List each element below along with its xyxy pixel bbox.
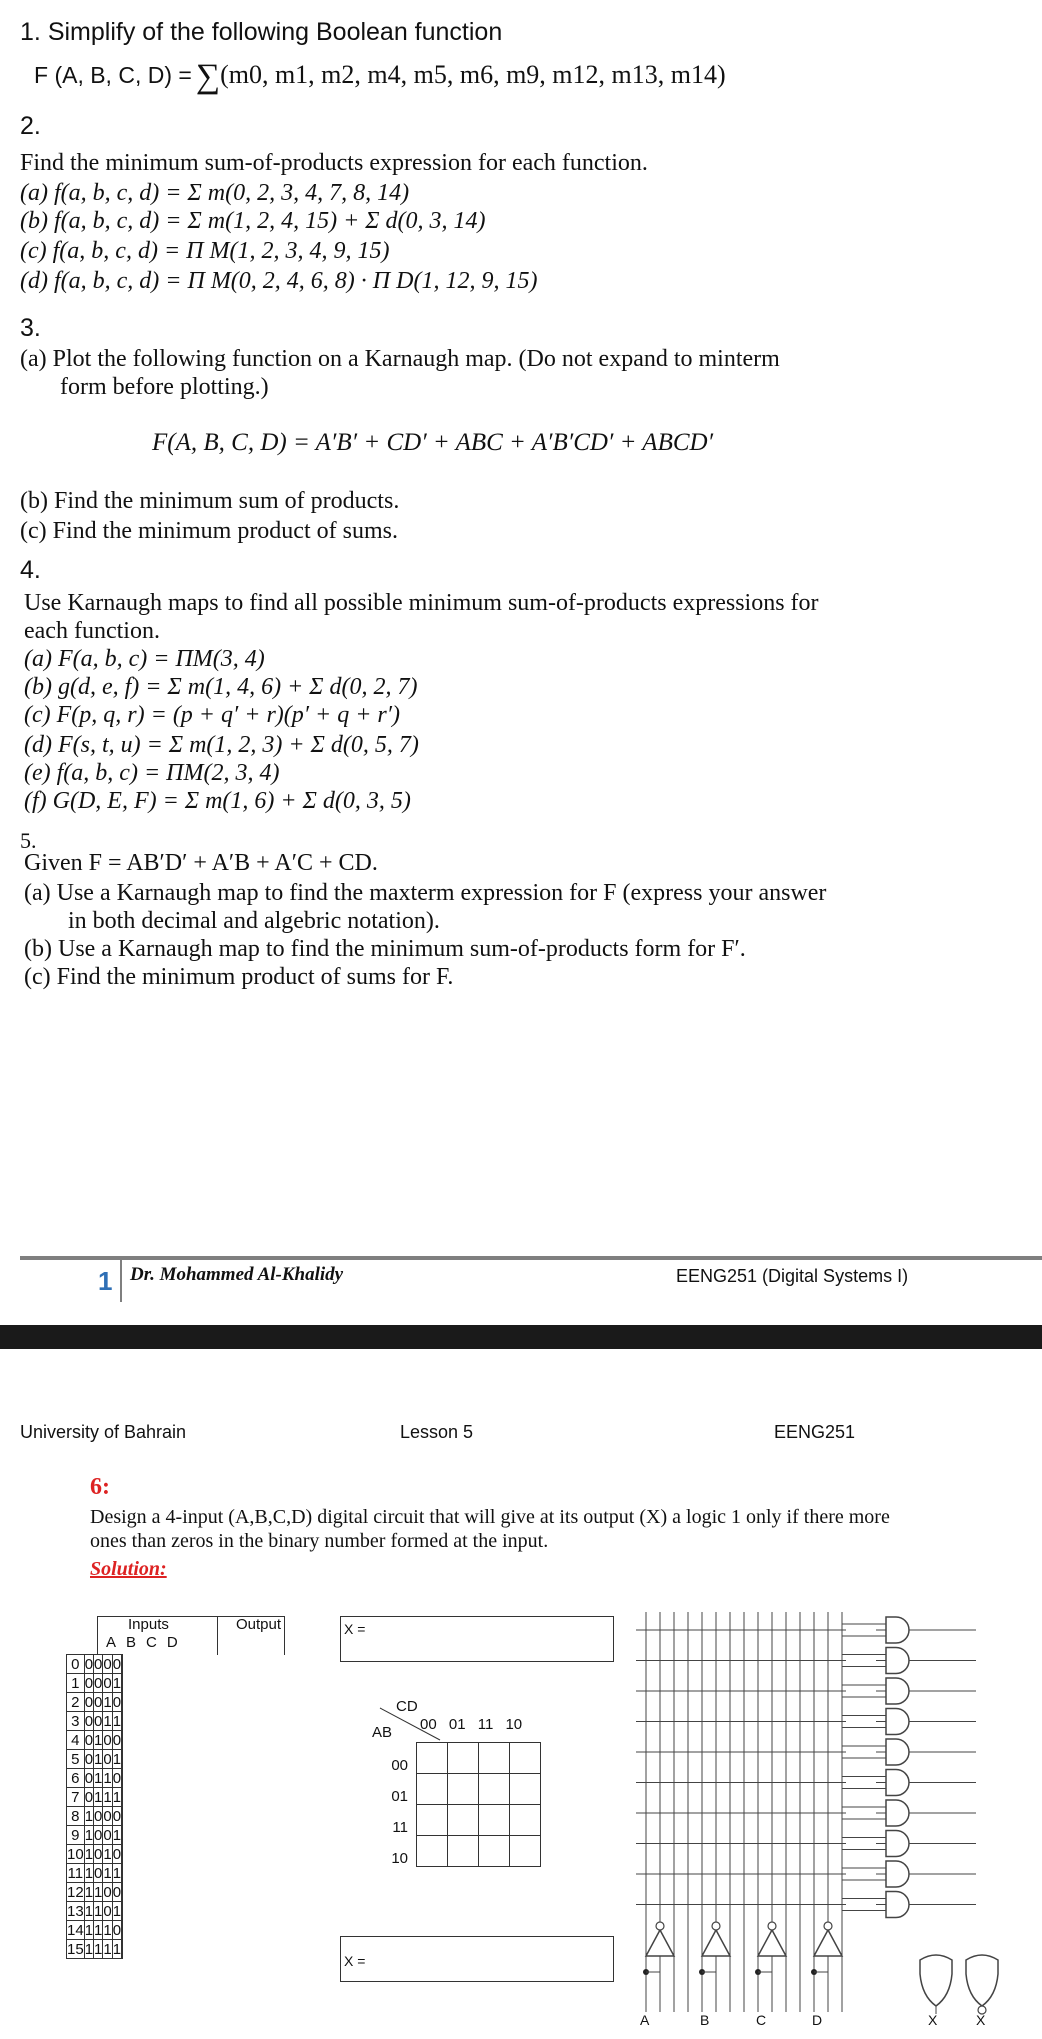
not-gate-bubble [656, 1922, 664, 1930]
input-cell: 0 [84, 1750, 94, 1768]
q6-text-line2: ones than zeros in the binary number formed at the input. [90, 1530, 549, 1552]
kmap-cell[interactable] [448, 1774, 479, 1805]
output-cell[interactable] [122, 1788, 123, 1807]
input-cell: 1 [112, 1712, 122, 1730]
input-cell: 1 [94, 1940, 103, 1958]
input-cell: 1 [94, 1788, 103, 1806]
kmap-cell[interactable] [417, 1743, 448, 1774]
and-gate-symbol [886, 1770, 909, 1796]
header-university: University of Bahrain [20, 1422, 187, 1442]
output-cell[interactable] [122, 1883, 123, 1902]
circuit-output-x1: X [928, 2012, 938, 2028]
q4-item-a: (a) F(a, b, c) = ΠM(3, 4) [24, 646, 265, 672]
input-cell: 0 [112, 1883, 122, 1901]
kmap-cell[interactable] [417, 1805, 448, 1836]
row-index: 10 [67, 1845, 84, 1863]
circuit-input-d: D [812, 2012, 823, 2028]
output-cell[interactable] [122, 1693, 123, 1712]
row-index: 4 [67, 1731, 85, 1750]
kmap-cell[interactable] [510, 1774, 541, 1805]
kmap-row-label: 01 [391, 1788, 408, 1805]
footer-rule [20, 1256, 1042, 1260]
input-cell: 1 [112, 1788, 122, 1806]
input-cell: 1 [84, 1883, 94, 1901]
and-gate-symbol [886, 1678, 909, 1704]
kmap-row-label: 11 [392, 1819, 408, 1836]
kmap-cell[interactable] [479, 1836, 510, 1867]
q5-part-b: (b) Use a Karnaugh map to find the minimum sum-of-products form for F′. [24, 936, 746, 962]
row-index: 11 [67, 1864, 84, 1882]
input-cell: 1 [103, 1788, 112, 1806]
input-cell: 1 [84, 1921, 94, 1939]
q6-solution-label: Solution: [90, 1558, 167, 1580]
q5-given: Given F = AB′D′ + A′B + A′C + CD. [24, 850, 378, 876]
q4-item-e: (e) f(a, b, c) = ΠM(2, 3, 4) [24, 760, 280, 786]
input-cell: 1 [103, 1693, 112, 1711]
q4-title-line1: Use Karnaugh maps to find all possible minimum sum-of-products expressions for [24, 590, 819, 616]
not-gate-symbol [646, 1930, 674, 1956]
q2-item-b: (b) f(a, b, c, d) = Σ m(1, 2, 4, 15) + Σ d(0, 3, 14) [20, 208, 486, 234]
row-index: 14 [67, 1921, 84, 1939]
input-cell: 1 [94, 1921, 103, 1939]
output-cell[interactable] [122, 1845, 123, 1864]
and-gate-symbol [886, 1800, 909, 1826]
and-gate-symbol [886, 1892, 909, 1918]
q1-title: 1. Simplify of the following Boolean function [20, 18, 503, 46]
and-gate-symbol [886, 1861, 909, 1887]
input-cell: 0 [112, 1731, 122, 1749]
table-row [67, 1712, 123, 1731]
output-cell[interactable] [122, 1902, 123, 1921]
not-gate-symbol [814, 1930, 842, 1956]
kmap-cell[interactable] [479, 1743, 510, 1774]
q5-number: 5. [20, 828, 37, 853]
not-gate-bubble [712, 1922, 720, 1930]
table-row [67, 1655, 123, 1674]
row-index: 1 [67, 1674, 85, 1693]
circuit-input-c: C [756, 2012, 767, 2028]
table-row [67, 1826, 123, 1845]
input-cell: 1 [84, 1940, 94, 1958]
circuit-input-b: B [700, 2012, 710, 2028]
row-index: 0 [67, 1655, 85, 1674]
output-cell[interactable] [122, 1826, 123, 1845]
output-cell[interactable] [122, 1940, 123, 1959]
circuit-output-x2: X [976, 2012, 986, 2028]
kmap-row-var: AB [372, 1724, 393, 1741]
header-lesson: Lesson 5 [400, 1422, 474, 1442]
not-gate-symbol [758, 1930, 786, 1956]
kmap-col-label: 01 [448, 1716, 466, 1733]
kmap-col-label: 10 [505, 1716, 523, 1733]
q3-equation: F(A, B, C, D) = A′B′ + CD′ + ABC + A′B′CD′ + ABCD′ [152, 429, 714, 456]
input-cell: 0 [94, 1712, 103, 1730]
input-cell: 1 [84, 1864, 94, 1882]
footer-course: EENG251 (Digital Systems I) [676, 1266, 909, 1286]
table-row [67, 1769, 123, 1788]
output-cell[interactable] [122, 1769, 123, 1788]
and-gate-symbol [886, 1709, 909, 1735]
input-cell: 1 [94, 1750, 103, 1768]
input-cell: 0 [84, 1788, 94, 1806]
input-cell: 0 [112, 1655, 122, 1673]
input-cell: 0 [84, 1674, 94, 1692]
output-cell[interactable] [122, 1655, 123, 1674]
input-cell: 1 [94, 1731, 103, 1749]
input-cell: 0 [112, 1693, 122, 1711]
answer-label-bottom: X = [344, 1953, 366, 1969]
input-cell: 1 [84, 1902, 94, 1920]
and-gate-symbol [886, 1617, 909, 1643]
input-cell: 0 [94, 1674, 103, 1692]
input-cell: 0 [94, 1655, 103, 1673]
input-cell: 0 [84, 1731, 94, 1749]
q3-part-b: (b) Find the minimum sum of products. [20, 488, 400, 514]
footer-author: Dr. Mohammed Al-Khalidy [130, 1264, 344, 1285]
kmap-cell[interactable] [448, 1805, 479, 1836]
output-cell[interactable] [122, 1921, 123, 1940]
input-cell: 1 [103, 1845, 112, 1863]
input-cell: 1 [112, 1750, 122, 1768]
input-cell: 1 [103, 1769, 112, 1787]
input-cell: 0 [112, 1769, 122, 1787]
kmap-row [417, 1774, 541, 1805]
not-gate-symbol [702, 1930, 730, 1956]
table-row [67, 1921, 123, 1940]
input-cell: 1 [84, 1826, 94, 1844]
q3-part-a-line2: form before plotting.) [60, 374, 269, 400]
answer-label-top: X = [344, 1621, 366, 1637]
table-row [67, 1883, 123, 1902]
q4-number: 4. [20, 556, 41, 584]
input-cell: 0 [103, 1883, 112, 1901]
kmap-row-label: 10 [391, 1850, 408, 1867]
circuit-input-a: A [640, 2012, 650, 2028]
table-row [67, 1788, 123, 1807]
kmap-cell[interactable] [448, 1743, 479, 1774]
answer-box-bottom[interactable] [340, 1936, 614, 1982]
input-cell: 0 [84, 1655, 94, 1673]
kmap-cell[interactable] [510, 1805, 541, 1836]
input-cell: 1 [103, 1921, 112, 1939]
q3-part-c: (c) Find the minimum product of sums. [20, 518, 398, 544]
q1-function: F (A, B, C, D) = ∑(m0, m1, m2, m4, m5, m6, m9, m12, m13, m14) [34, 58, 726, 95]
row-index: 5 [67, 1750, 85, 1769]
input-cell: 0 [94, 1693, 103, 1711]
footer-page-number: 1 [98, 1266, 113, 1296]
input-cell: 0 [103, 1674, 112, 1692]
truth-table-grid [66, 1654, 123, 1959]
q3-number: 3. [20, 314, 41, 342]
output-cell[interactable] [122, 1750, 123, 1769]
input-cell: 0 [112, 1845, 122, 1863]
input-cell: 0 [103, 1731, 112, 1749]
table-row [67, 1674, 123, 1693]
kmap-cell[interactable] [417, 1836, 448, 1867]
input-cell: 0 [84, 1712, 94, 1730]
table-row [67, 1750, 123, 1769]
and-gate-symbol [886, 1739, 909, 1765]
q2-item-a: (a) f(a, b, c, d) = Σ m(0, 2, 3, 4, 7, 8, 14) [20, 180, 410, 206]
input-cell: 1 [103, 1864, 112, 1882]
input-cell: 0 [94, 1807, 103, 1825]
header-course: EENG251 [774, 1422, 856, 1442]
q4-item-d: (d) F(s, t, u) = Σ m(1, 2, 3) + Σ d(0, 5, 7) [24, 732, 419, 758]
input-cell: 0 [112, 1807, 122, 1825]
input-cell: 0 [103, 1902, 112, 1920]
input-cell: 1 [84, 1807, 94, 1825]
kmap-row [417, 1836, 541, 1867]
input-cell: 1 [94, 1769, 103, 1787]
kmap-cell[interactable] [510, 1743, 541, 1774]
input-cell: 0 [84, 1693, 94, 1711]
kmap-col-label: 00 [420, 1716, 437, 1733]
row-index: 8 [67, 1807, 85, 1826]
table-row [67, 1864, 123, 1883]
row-index: 7 [67, 1788, 85, 1807]
q2-number: 2. [20, 112, 41, 140]
input-cell: 0 [103, 1750, 112, 1768]
output-header: Output [236, 1616, 282, 1633]
kmap-row-label: 00 [391, 1757, 408, 1774]
kmap-cell[interactable] [417, 1774, 448, 1805]
row-index: 2 [67, 1693, 85, 1712]
or-gate-symbol [966, 1955, 998, 2006]
input-cell: 1 [112, 1674, 122, 1692]
input-cell: 0 [103, 1826, 112, 1844]
kmap-row-labels [388, 1750, 408, 1874]
q4-item-f: (f) G(D, E, F) = Σ m(1, 6) + Σ d(0, 3, 5) [24, 788, 411, 814]
input-cell: 1 [112, 1940, 122, 1958]
kmap-grid [416, 1742, 541, 1867]
not-gate-bubble [824, 1922, 832, 1930]
input-cell: 1 [94, 1902, 103, 1920]
input-cell: 1 [103, 1940, 112, 1958]
kmap-col-var: CD [396, 1698, 418, 1715]
output-cell[interactable] [122, 1674, 123, 1693]
input-cell: 0 [112, 1921, 122, 1939]
output-cell[interactable] [122, 1731, 123, 1750]
row-index: 6 [67, 1769, 85, 1788]
row-index: 3 [67, 1712, 85, 1731]
q5-part-a-line2: in both decimal and algebric notation). [68, 908, 440, 934]
q6-number: 6: [90, 1474, 110, 1500]
q4-item-c: (c) F(p, q, r) = (p + q′ + r)(p′ + q + r′) [24, 702, 400, 728]
input-cell: 0 [94, 1845, 103, 1863]
q4-item-b: (b) g(d, e, f) = Σ m(1, 4, 6) + Σ d(0, 2, 7) [24, 674, 418, 700]
kmap-cell[interactable] [479, 1805, 510, 1836]
input-cell: 1 [112, 1826, 122, 1844]
or-gate-symbol [920, 1955, 952, 2006]
table-row [67, 1940, 123, 1959]
row-index: 9 [67, 1826, 85, 1845]
input-cell: 0 [103, 1807, 112, 1825]
table-row [67, 1902, 123, 1921]
inputs-columns: ABCD [106, 1634, 188, 1651]
q2-title: Find the minimum sum-of-products expression for each function. [20, 150, 648, 176]
kmap-col-label: 11 [477, 1716, 494, 1733]
q5-part-a-line1: (a) Use a Karnaugh map to find the maxterm expression for F (express your answer [24, 880, 827, 906]
q5-part-c: (c) Find the minimum product of sums for F. [24, 964, 454, 990]
input-cell: 1 [84, 1845, 94, 1863]
input-cell: 1 [94, 1883, 103, 1901]
output-cell[interactable] [122, 1864, 123, 1883]
table-row [67, 1731, 123, 1750]
table-row [67, 1693, 123, 1712]
kmap-col-labels [420, 1716, 522, 1733]
output-cell[interactable] [122, 1712, 123, 1731]
answer-box-top[interactable] [340, 1616, 614, 1662]
input-cell: 0 [94, 1864, 103, 1882]
input-cell: 0 [84, 1769, 94, 1787]
input-cell: 0 [103, 1655, 112, 1673]
input-cell: 1 [112, 1902, 122, 1920]
output-cell[interactable] [122, 1807, 123, 1826]
inputs-header: Inputs [128, 1616, 169, 1633]
input-cell: 0 [94, 1826, 103, 1844]
input-cell: 1 [103, 1712, 112, 1730]
q2-item-c: (c) f(a, b, c, d) = Π M(1, 2, 3, 4, 9, 15) [20, 238, 390, 264]
row-index: 15 [67, 1940, 84, 1958]
q4-title-line2: each function. [24, 618, 160, 644]
kmap-row [417, 1805, 541, 1836]
q6-text-line1: Design a 4-input (A,B,C,D) digital circuit that will give at its output (X) a logic 1 only if there more [90, 1506, 890, 1528]
input-cell: 1 [112, 1864, 122, 1882]
row-index: 13 [67, 1902, 84, 1920]
circuit-labels [640, 2012, 1020, 2032]
kmap-cell[interactable] [448, 1836, 479, 1867]
q2-item-d: (d) f(a, b, c, d) = Π M(0, 2, 4, 6, 8) · Π D(1, 12, 9, 15) [20, 268, 538, 294]
not-gate-bubble [768, 1922, 776, 1930]
table-row [67, 1845, 123, 1864]
circuit-diagram [636, 1612, 1042, 2022]
row-index: 12 [67, 1883, 84, 1901]
footer-divider [120, 1258, 122, 1302]
and-gate-symbol [886, 1648, 909, 1674]
kmap-row [417, 1743, 541, 1774]
q3-part-a-line1: (a) Plot the following function on a Karnaugh map. (Do not expand to minterm [20, 346, 780, 372]
page-separator [0, 1325, 1042, 1349]
table-row [67, 1807, 123, 1826]
and-gate-symbol [886, 1831, 909, 1857]
kmap-cell[interactable] [479, 1774, 510, 1805]
kmap-cell[interactable] [510, 1836, 541, 1867]
